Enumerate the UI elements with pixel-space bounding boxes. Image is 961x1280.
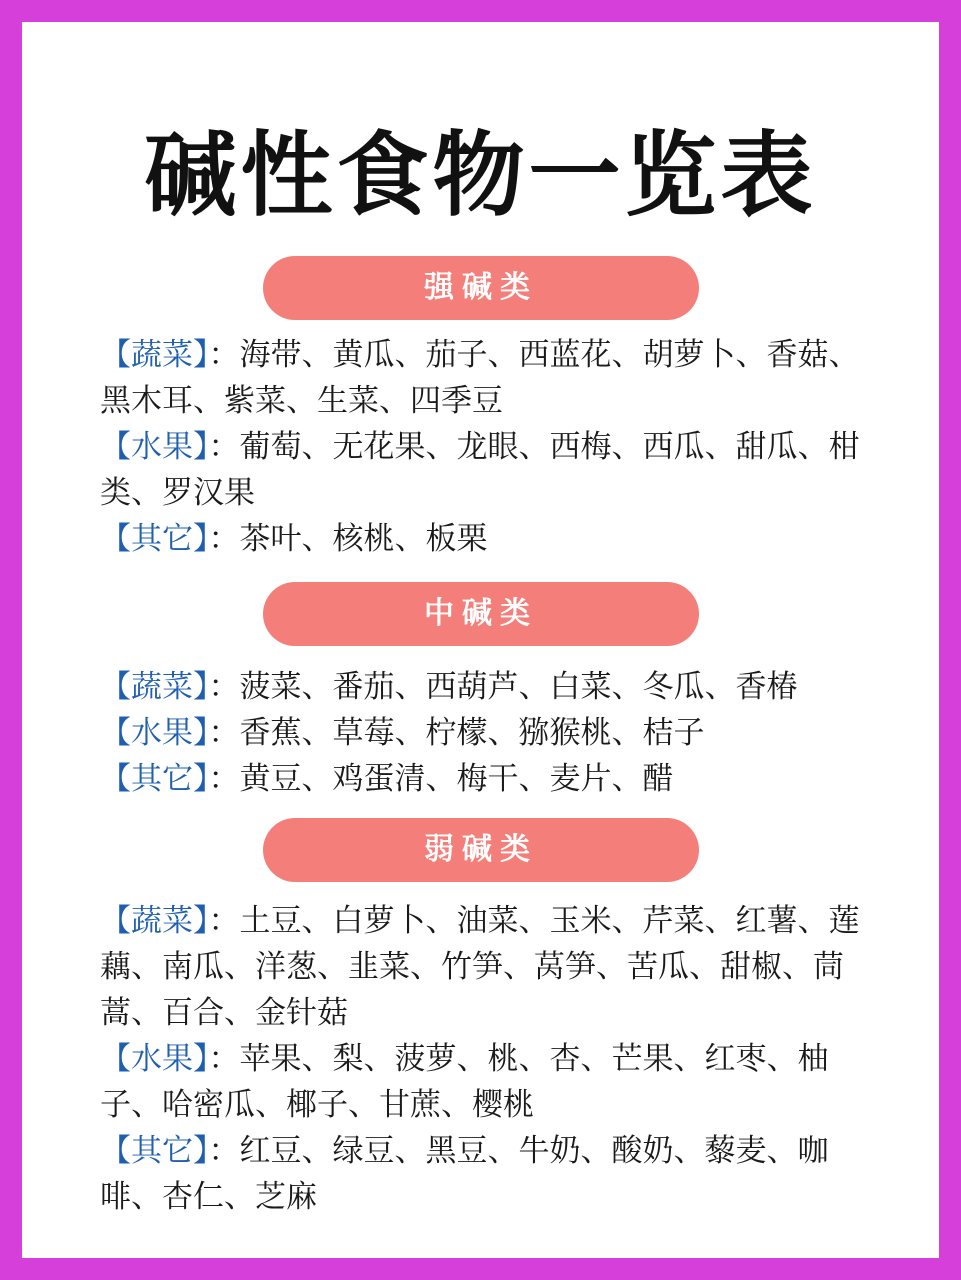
page-title: 碱性食物一览表 (144, 122, 817, 229)
category-tag: 【水果】 (100, 1041, 209, 1077)
food-list: 香蕉、草莓、柠檬、猕猴桃、桔子 (239, 715, 705, 751)
section-heading: 中碱类 (263, 582, 699, 646)
section-heading: 强碱类 (263, 256, 699, 320)
category-tag: 【其它】 (100, 761, 209, 797)
list-item: 【蔬菜】：菠菜、番茄、西葫芦、白菜、冬瓜、香椿 (100, 669, 798, 705)
list-item: 【水果】：苹果、梨、菠萝、桃、杏、芒果、红枣、柚子、哈密瓜、椰子、甘蔗、樱桃 (100, 1041, 829, 1123)
section-list (100, 664, 870, 802)
food-list: 红豆、绿豆、黑豆、牛奶、酸奶、藜麦、咖啡、杏仁、芝麻 (100, 1133, 829, 1215)
food-list: 黄豆、鸡蛋清、梅干、麦片、醋 (239, 761, 674, 797)
list-item: 【水果】：香蕉、草莓、柠檬、猕猴桃、桔子 (100, 715, 705, 751)
category-tag: 【其它】 (100, 521, 209, 557)
list-item: 【蔬菜】：海带、黄瓜、茄子、西蓝花、胡萝卜、香菇、黑木耳、紫菜、生菜、四季豆 (100, 337, 860, 419)
category-tag: 【蔬菜】 (100, 669, 209, 705)
category-tag: 【水果】 (100, 715, 209, 751)
poster-card (22, 22, 939, 1258)
list-item: 【其它】：红豆、绿豆、黑豆、牛奶、酸奶、藜麦、咖啡、杏仁、芝麻 (100, 1133, 829, 1215)
category-tag: 【其它】 (100, 1133, 209, 1169)
list-item: 【蔬菜】：土豆、白萝卜、油菜、玉米、芹菜、红薯、莲藕、南瓜、洋葱、韭菜、竹笋、莴笋、苦瓜、甜椒、茼蒿、百合、金针菇 (100, 903, 860, 1031)
food-list: 菠菜、番茄、西葫芦、白菜、冬瓜、香椿 (239, 669, 798, 705)
food-list: 茶叶、核桃、板栗 (239, 521, 488, 557)
food-list: 葡萄、无花果、龙眼、西梅、西瓜、甜瓜、柑类、罗汉果 (100, 429, 860, 511)
food-list: 海带、黄瓜、茄子、西蓝花、胡萝卜、香菇、黑木耳、紫菜、生菜、四季豆 (100, 337, 860, 419)
food-list: 苹果、梨、菠萝、桃、杏、芒果、红枣、柚子、哈密瓜、椰子、甘蔗、樱桃 (100, 1041, 829, 1123)
category-tag: 【水果】 (100, 429, 209, 465)
list-item: 【其它】：黄豆、鸡蛋清、梅干、麦片、醋 (100, 761, 674, 797)
section-heading: 弱碱类 (263, 818, 699, 882)
section-list (100, 898, 870, 1220)
category-tag: 【蔬菜】 (100, 903, 209, 939)
list-item: 【其它】：茶叶、核桃、板栗 (100, 521, 488, 557)
list-item: 【水果】：葡萄、无花果、龙眼、西梅、西瓜、甜瓜、柑类、罗汉果 (100, 429, 860, 511)
category-tag: 【蔬菜】 (100, 337, 209, 373)
food-list: 土豆、白萝卜、油菜、玉米、芹菜、红薯、莲藕、南瓜、洋葱、韭菜、竹笋、莴笋、苦瓜、甜椒、茼蒿、百合、金针菇 (100, 903, 860, 1031)
section-list (100, 332, 870, 562)
